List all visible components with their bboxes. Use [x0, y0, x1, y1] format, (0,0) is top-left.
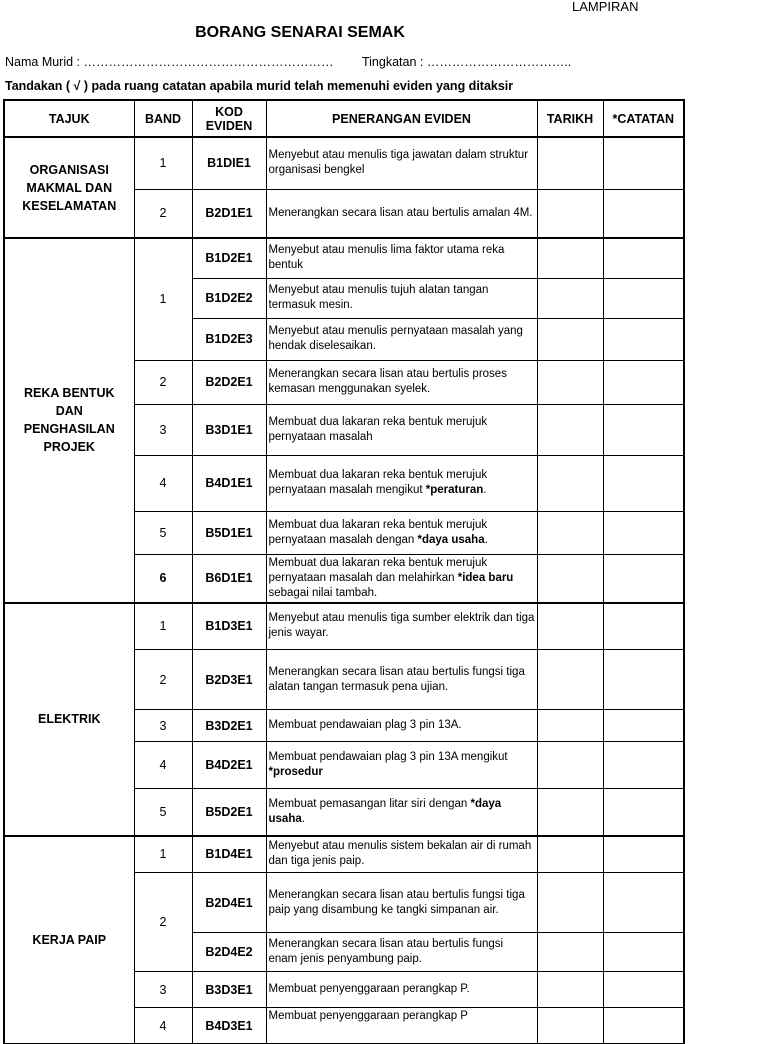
tarikh-cell[interactable] [537, 318, 603, 360]
band-cell: 3 [134, 710, 192, 742]
kod-cell: B6D1E1 [192, 554, 266, 603]
table-row [4, 603, 684, 650]
kod-cell: B2D1E1 [192, 189, 266, 238]
table-header-row [4, 100, 684, 137]
tarikh-cell[interactable] [537, 189, 603, 238]
catatan-cell[interactable] [603, 404, 684, 455]
tarikh-cell[interactable] [537, 137, 603, 189]
instruction-text: Tandakan ( √ ) pada ruang catatan apabila murid telah memenuhi eviden yang ditaksir [5, 79, 514, 93]
tarikh-cell[interactable] [537, 650, 603, 710]
desc-cell: Menerangkan secara lisan atau bertulis amalan 4M. [266, 189, 537, 238]
section-title-organisasi: ORGANISASI MAKMAL DAN KESELAMATAN [4, 137, 134, 238]
tarikh-cell[interactable] [537, 972, 603, 1008]
catatan-cell[interactable] [603, 455, 684, 511]
band-cell: 4 [134, 455, 192, 511]
desc-cell: Membuat pemasangan litar siri dengan *daya usaha. [266, 789, 537, 836]
catatan-cell[interactable] [603, 836, 684, 873]
desc-cell: Membuat dua lakaran reka bentuk merujuk pernyataan masalah dengan *daya usaha. [266, 511, 537, 554]
catatan-cell[interactable] [603, 511, 684, 554]
desc-cell: Menerangkan secara lisan atau bertulis fungsi tiga alatan tangan termasuk pena ujian. [266, 650, 537, 710]
student-fields [5, 55, 571, 69]
desc-cell: Menerangkan secara lisan atau bertulis proses kemasan menggunakan syelek. [266, 360, 537, 404]
kod-cell: B2D2E1 [192, 360, 266, 404]
table-row [4, 836, 684, 873]
catatan-cell[interactable] [603, 710, 684, 742]
section-title-reka-bentuk: REKA BENTUK DAN PENGHASILAN PROJEK [4, 238, 134, 603]
checklist-table [3, 99, 685, 1044]
catatan-cell[interactable] [603, 789, 684, 836]
band-cell: 4 [134, 742, 192, 789]
col-header-catatan: *CATATAN [603, 100, 684, 137]
table-row [4, 137, 684, 189]
catatan-cell[interactable] [603, 137, 684, 189]
kod-cell: B5D1E1 [192, 511, 266, 554]
band-cell: 5 [134, 511, 192, 554]
kod-cell: B1D3E1 [192, 603, 266, 650]
col-header-tarikh: TARIKH [537, 100, 603, 137]
band-cell: 1 [134, 603, 192, 650]
section-title-elektrik: ELEKTRIK [4, 603, 134, 836]
tarikh-cell[interactable] [537, 873, 603, 933]
kod-cell: B2D3E1 [192, 650, 266, 710]
section-title-kerja-paip: KERJA PAIP [4, 836, 134, 1044]
nama-murid-field: Nama Murid : …………………………………………………… [5, 55, 334, 69]
catatan-cell[interactable] [603, 278, 684, 318]
tarikh-cell[interactable] [537, 789, 603, 836]
band-cell: 2 [134, 360, 192, 404]
col-header-penerangan: PENERANGAN EVIDEN [266, 100, 537, 137]
desc-cell: Menyebut atau menulis tiga jawatan dalam struktur organisasi bengkel [266, 137, 537, 189]
band-cell: 1 [134, 238, 192, 360]
kod-cell: B4D3E1 [192, 1008, 266, 1044]
lampiran-label: LAMPIRAN [572, 0, 639, 14]
tarikh-cell[interactable] [537, 278, 603, 318]
kod-cell: B4D1E1 [192, 455, 266, 511]
catatan-cell[interactable] [603, 189, 684, 238]
tarikh-cell[interactable] [537, 360, 603, 404]
band-cell: 3 [134, 404, 192, 455]
desc-cell: Menyebut atau menulis sistem bekalan air di rumah dan tiga jenis paip. [266, 836, 537, 873]
kod-cell: B1D2E2 [192, 278, 266, 318]
kod-cell: B2D4E2 [192, 933, 266, 972]
kod-cell: B5D2E1 [192, 789, 266, 836]
tarikh-cell[interactable] [537, 511, 603, 554]
band-cell: 5 [134, 789, 192, 836]
desc-cell: Membuat dua lakaran reka bentuk merujuk pernyataan masalah [266, 404, 537, 455]
kod-cell: B2D4E1 [192, 873, 266, 933]
band-cell: 2 [134, 650, 192, 710]
tarikh-cell[interactable] [537, 933, 603, 972]
kod-cell: B1D2E3 [192, 318, 266, 360]
catatan-cell[interactable] [603, 972, 684, 1008]
catatan-cell[interactable] [603, 650, 684, 710]
tarikh-cell[interactable] [537, 455, 603, 511]
kod-cell: B1D2E1 [192, 238, 266, 278]
col-header-kod: KOD EVIDEN [192, 100, 266, 137]
desc-cell: Membuat dua lakaran reka bentuk merujuk pernyataan masalah dan melahirkan *idea baru sebagai nilai tambah. [266, 554, 537, 603]
desc-cell: Membuat pendawaian plag 3 pin 13A mengikut *prosedur [266, 742, 537, 789]
catatan-cell[interactable] [603, 360, 684, 404]
tarikh-cell[interactable] [537, 710, 603, 742]
tingkatan-field: Tingkatan : …………………………….. [361, 55, 572, 69]
desc-cell: Membuat penyenggaraan perangkap P [266, 1008, 537, 1044]
band-cell: 1 [134, 137, 192, 189]
desc-cell: Menyebut atau menulis tiga sumber elektrik dan tiga jenis wayar. [266, 603, 537, 650]
col-header-band: BAND [134, 100, 192, 137]
kod-cell: B3D1E1 [192, 404, 266, 455]
kod-cell: B1DIE1 [192, 137, 266, 189]
catatan-cell[interactable] [603, 603, 684, 650]
tarikh-cell[interactable] [537, 404, 603, 455]
kod-cell: B3D3E1 [192, 972, 266, 1008]
catatan-cell[interactable] [603, 238, 684, 278]
kod-cell: B3D2E1 [192, 710, 266, 742]
catatan-cell[interactable] [603, 318, 684, 360]
band-cell: 4 [134, 1008, 192, 1044]
tarikh-cell[interactable] [537, 554, 603, 603]
band-cell: 3 [134, 972, 192, 1008]
tarikh-cell[interactable] [537, 603, 603, 650]
band-cell: 2 [134, 189, 192, 238]
catatan-cell[interactable] [603, 1008, 684, 1044]
tarikh-cell[interactable] [537, 742, 603, 789]
band-cell: 1 [134, 836, 192, 873]
tarikh-cell[interactable] [537, 238, 603, 278]
tarikh-cell[interactable] [537, 836, 603, 873]
table-row [4, 238, 684, 278]
desc-cell: Menyebut atau menulis lima faktor utama reka bentuk [266, 238, 537, 278]
desc-cell: Menerangkan secara lisan atau bertulis fungsi enam jenis penyambung paip. [266, 933, 537, 972]
catatan-cell[interactable] [603, 933, 684, 972]
desc-cell: Membuat penyenggaraan perangkap P. [266, 972, 537, 1008]
desc-cell: Menyebut atau menulis tujuh alatan tangan termasuk mesin. [266, 278, 537, 318]
tarikh-cell[interactable] [537, 1008, 603, 1044]
catatan-cell[interactable] [603, 742, 684, 789]
band-cell: 6 [134, 554, 192, 603]
desc-cell: Membuat pendawaian plag 3 pin 13A. [266, 710, 537, 742]
desc-cell: Membuat dua lakaran reka bentuk merujuk pernyataan masalah mengikut *peraturan. [266, 455, 537, 511]
page-title: BORANG SENARAI SEMAK [195, 24, 405, 41]
desc-cell: Menyebut atau menulis pernyataan masalah yang hendak diselesaikan. [266, 318, 537, 360]
band-cell: 2 [134, 873, 192, 972]
desc-cell: Menerangkan secara lisan atau bertulis fungsi tiga paip yang disambung ke tangki simpanan air. [266, 873, 537, 933]
kod-cell: B1D4E1 [192, 836, 266, 873]
catatan-cell[interactable] [603, 554, 684, 603]
catatan-cell[interactable] [603, 873, 684, 933]
col-header-tajuk: TAJUK [4, 100, 134, 137]
kod-cell: B4D2E1 [192, 742, 266, 789]
